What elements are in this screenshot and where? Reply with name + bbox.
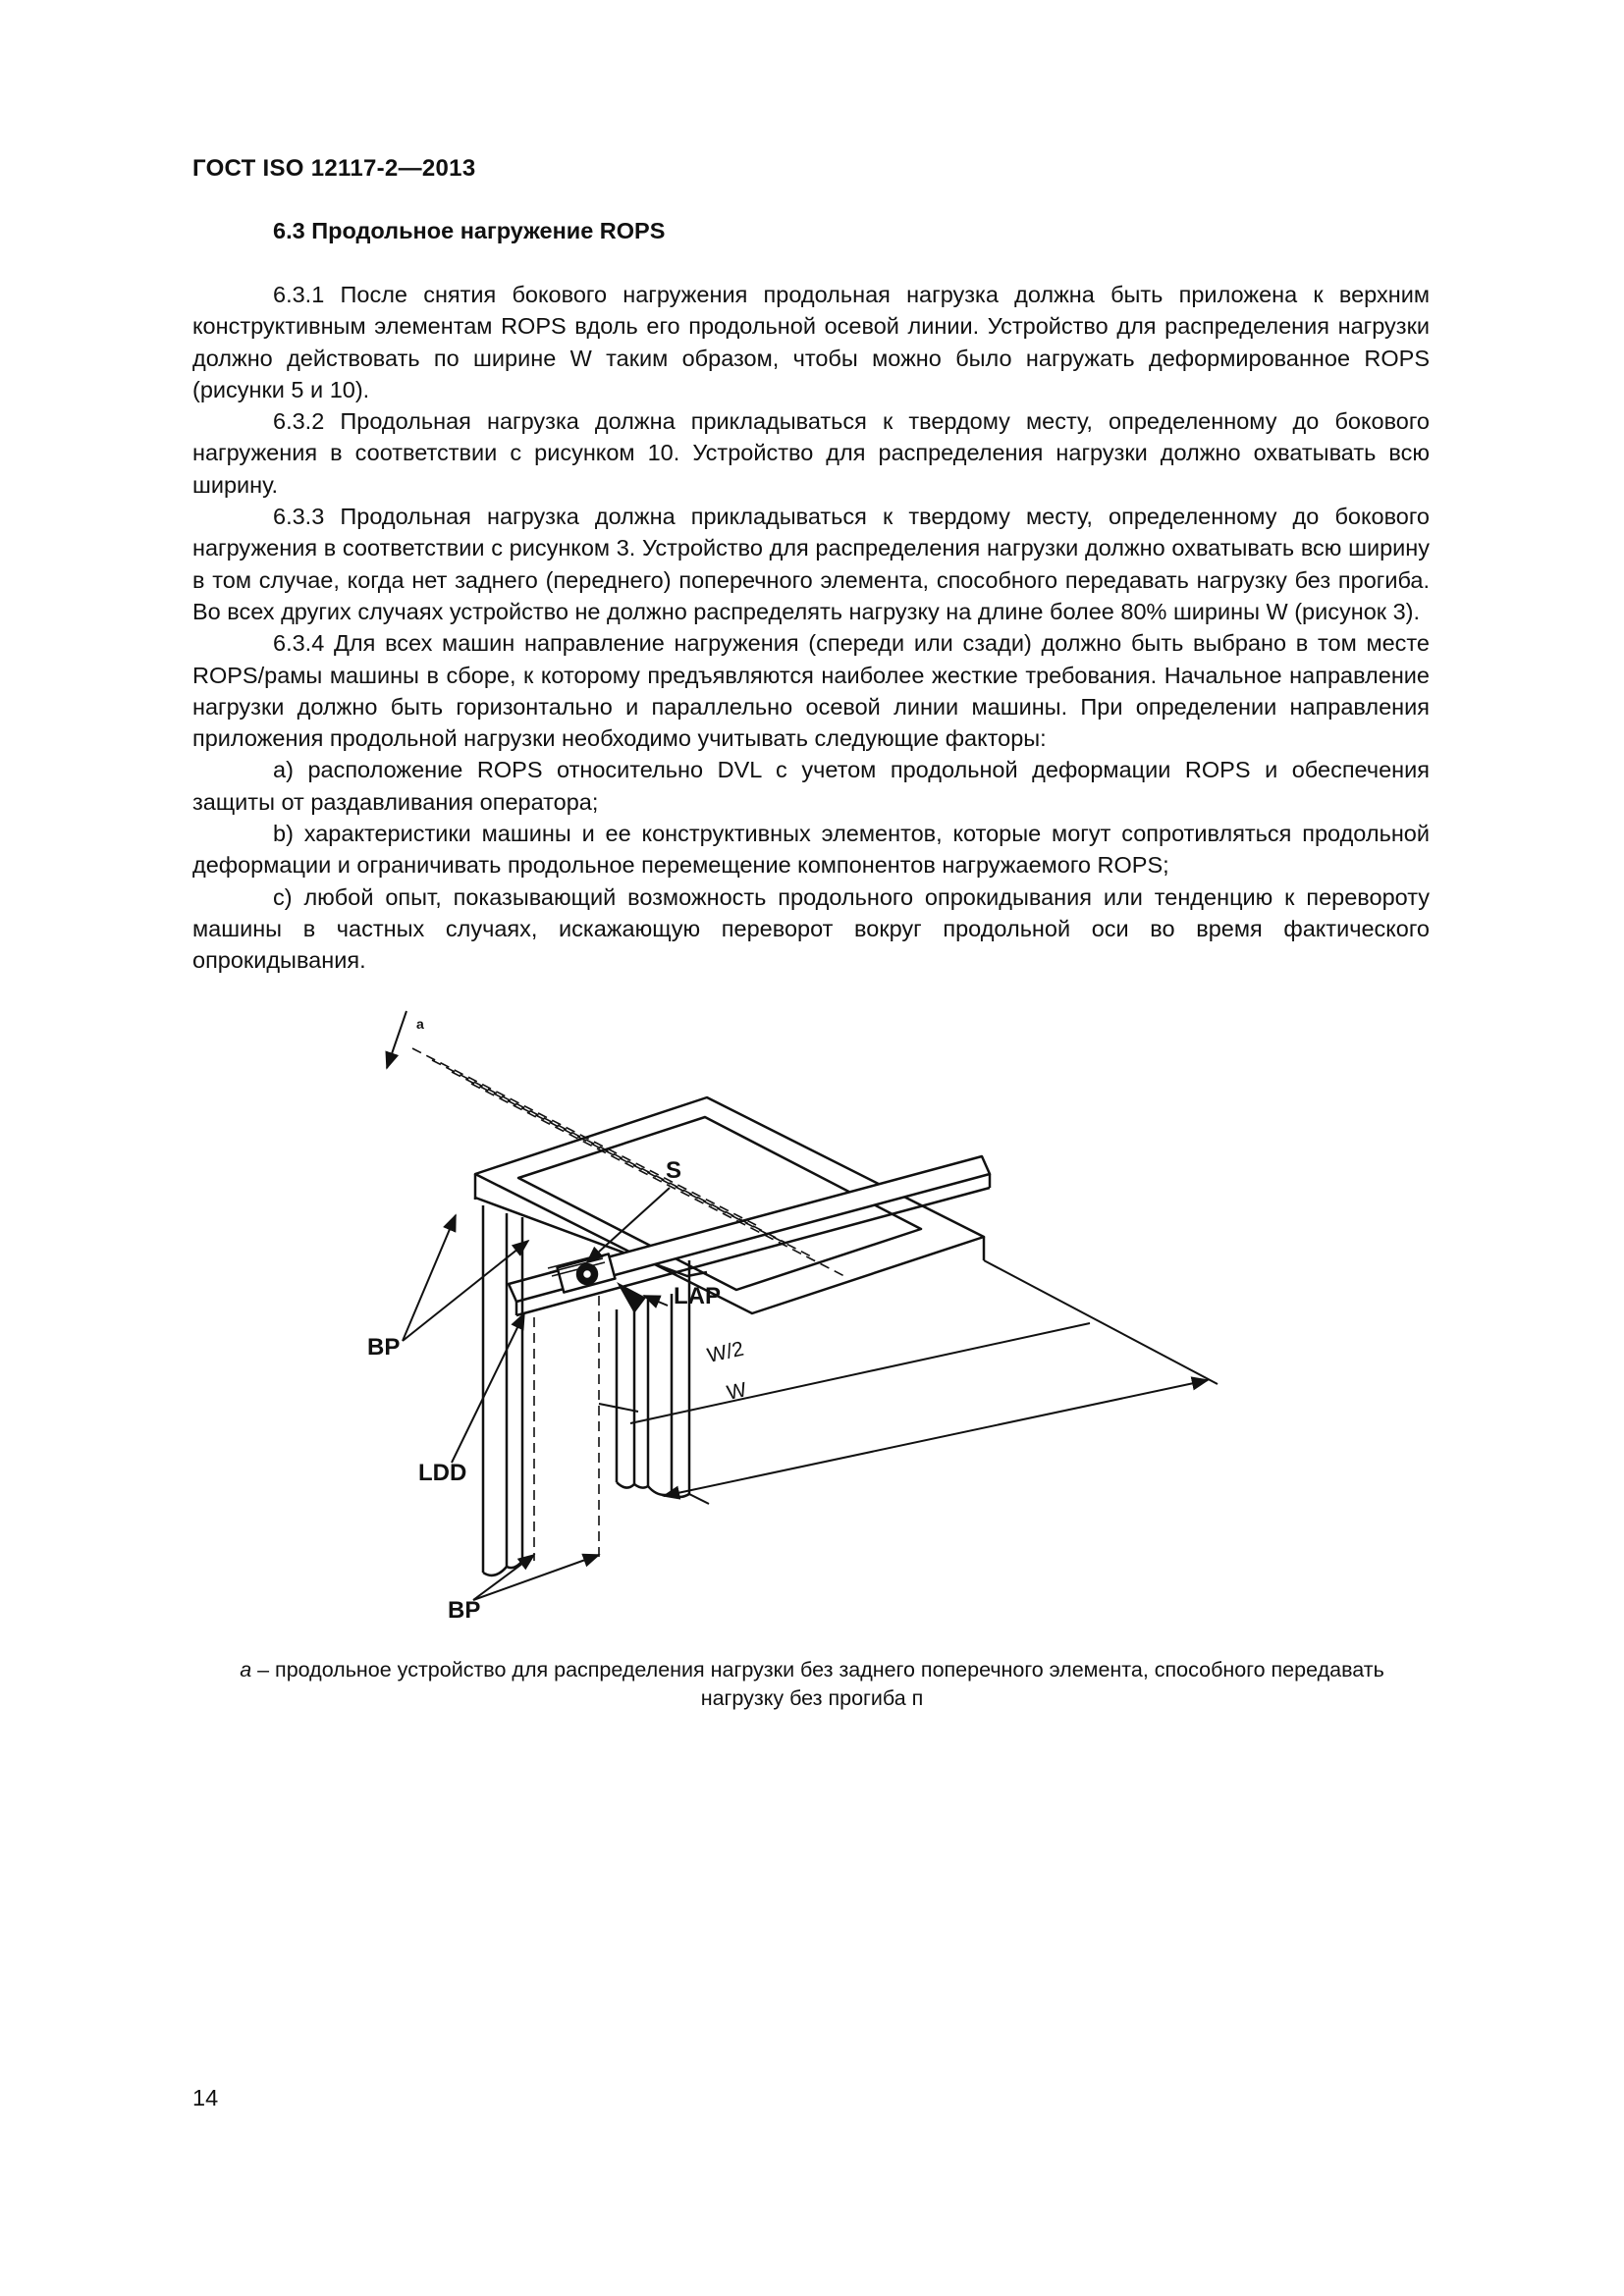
paragraph-6-3-2: 6.3.2 Продольная нагрузка должна прикладываться к твердому месту, определенному до бокового нагружения в соответствии с рисунком 10. Устройство для распределения нагрузки должно охватывать всю ширину. xyxy=(192,408,1430,498)
leader-bp-left-2 xyxy=(403,1241,528,1341)
rops-loading-figure xyxy=(367,1016,1227,1639)
page-number: 14 xyxy=(192,2085,219,2110)
paragraph-6-3-1: 6.3.1 После снятия бокового нагружения продольная нагрузка должна быть приложена к верхним конструктивным элементам ROPS вдоль его продольной осевой линии. Устройство для распределения нагрузки должно действовать по ширине W таким образом, чтобы можно было нагружать деформированное ROPS (рисунки 5 и 10). xyxy=(192,282,1430,402)
label-bp-left: BP xyxy=(367,1334,401,1361)
caption-marker: a xyxy=(240,1658,252,1682)
leader-bp-left-1 xyxy=(403,1215,456,1341)
label-s: S xyxy=(666,1157,682,1184)
list-item-c: c) любой опыт, показывающий возможность продольного опрокидывания или тенденцию к перевороту машины в частных случаях, искажающую переворот вокруг продольной оси во время фактического опрокидывания. xyxy=(192,883,1430,974)
dim-w-half xyxy=(630,1323,1090,1423)
list-item-a: a) расположение ROPS относительно DVL с учетом продольной деформации ROPS и обеспечения защиты от раздавливания оператора; xyxy=(192,757,1430,815)
leader-ldd xyxy=(452,1313,524,1463)
section-title: 6.3 Продольное нагружение ROPS xyxy=(273,218,666,243)
label-bp-bottom: BP xyxy=(448,1597,481,1624)
label-w-half: W/2 xyxy=(705,1337,746,1367)
list-item-b: b) характеристики машины и ее конструктивных элементов, которые могут сопротивляться продольной деформации и ограничивать продольное перемещение компонентов нагружаемого ROPS; xyxy=(192,821,1430,879)
rops-diagram xyxy=(367,1016,1227,1639)
paragraph-6-3-3: 6.3.3 Продольная нагрузка должна прикладываться к твердому месту, определенному до бокового нагружения в соответствии с рисунком 3. Устройство для распределения нагрузки должно охватывать всю ширину в том случае, когда нет заднего (переднего) поперечного элемента, способного передавать нагрузку без прогиба. Во всех других случаях устройство не должно распределять нагрузку на длине более 80% ширины W (рисунок 3). xyxy=(192,504,1430,624)
label-lap: LAP xyxy=(674,1283,721,1309)
label-w: W xyxy=(725,1378,749,1405)
figure-caption xyxy=(196,1656,1428,1713)
label-a: a xyxy=(416,1016,424,1032)
leader-a xyxy=(387,1011,406,1068)
body-text xyxy=(192,279,1430,977)
document-header: ГОСТ ISO 12117-2—2013 xyxy=(192,155,476,182)
caption-text: – продольное устройство для распределения нагрузки без заднего поперечного элемента, способного передавать нагрузку без прогиба п xyxy=(251,1658,1384,1710)
label-ldd: LDD xyxy=(418,1460,467,1486)
paragraph-6-3-4: 6.3.4 Для всех машин направление нагружения (спереди или сзади) должно быть выбрано в том месте ROPS/рамы машины в сборе, к которому предъявляются наиболее жесткие требования. Начальное направление нагрузки должно быть горизонтально и параллельно осевой линии машины. При определении направления приложения продольной нагрузки необходимо учитывать следующие факторы: xyxy=(192,630,1430,752)
left-post xyxy=(475,1198,522,1573)
load-arrow xyxy=(617,1282,646,1313)
